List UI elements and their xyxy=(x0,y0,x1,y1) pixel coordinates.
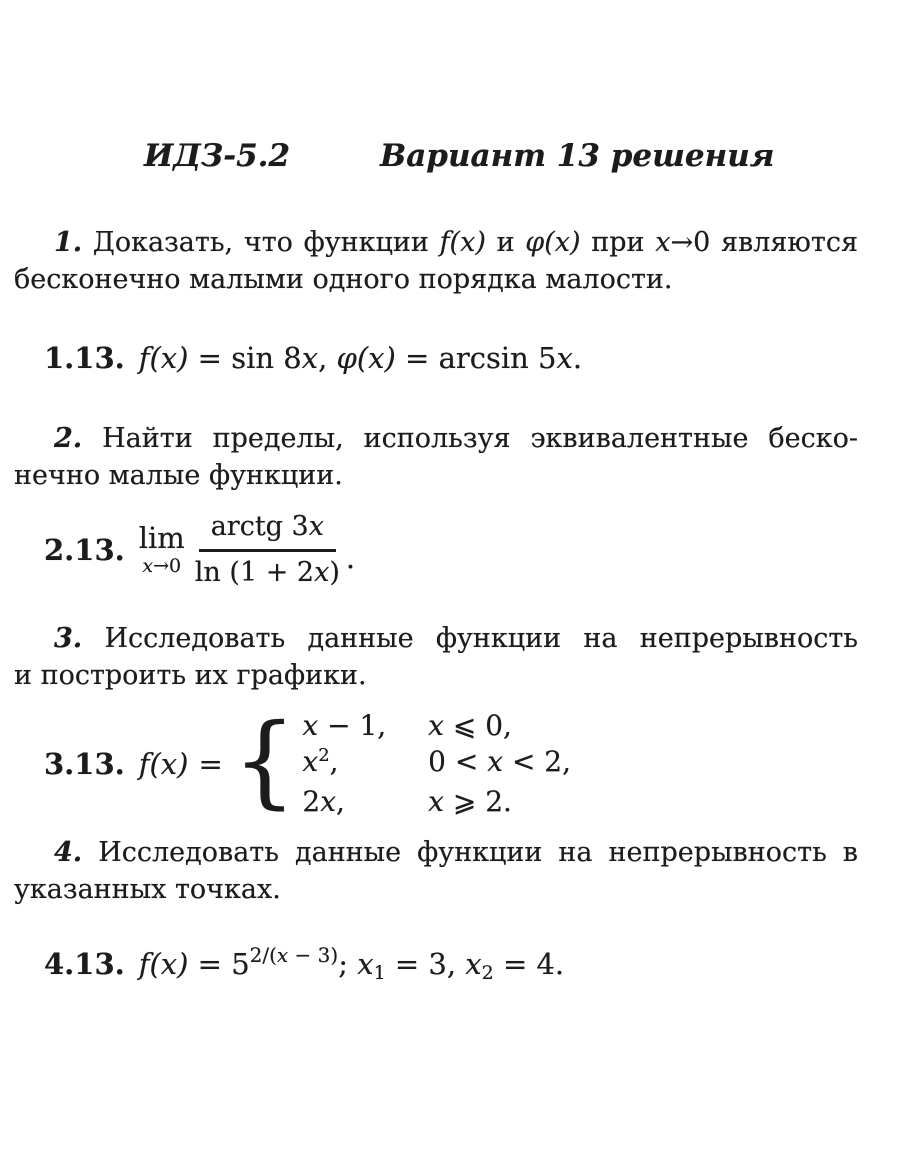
math-x: x xyxy=(302,708,319,742)
problem-2-statement xyxy=(14,420,858,494)
problem-1-text: при xyxy=(580,227,656,258)
item-4-13-formula xyxy=(44,942,858,984)
paren-close: ) xyxy=(329,557,340,588)
problem-2-text: Найти пределы, используя эквивалентные беско- xyxy=(82,423,858,455)
math-zero: 0 xyxy=(693,227,711,258)
math-f-of-x: f(x) xyxy=(138,746,189,781)
item-1-13-number: 1.13. xyxy=(44,341,125,375)
math-zero: 0 xyxy=(169,555,182,577)
math-x: x xyxy=(308,511,324,543)
equals-4: = 4. xyxy=(493,946,565,981)
fraction xyxy=(195,510,340,590)
math-base-5: 5 xyxy=(231,946,250,981)
math-x: x xyxy=(556,341,573,375)
subscript-2: 2 xyxy=(481,961,494,984)
variant-title: Вариант 13 решения xyxy=(380,138,775,174)
assignment-code: ИДЗ-5.2 xyxy=(144,138,291,174)
case-3-condition-rest: ⩾ 2. xyxy=(443,784,512,818)
case-1-expression-rest: − 1, xyxy=(318,708,387,742)
problem-4-line-1 xyxy=(14,834,858,871)
math-x: x xyxy=(465,946,482,981)
exponent-pre: 2/( xyxy=(249,942,277,967)
case-2-expression xyxy=(302,744,386,784)
math-x: x xyxy=(487,744,504,778)
lim-subscript xyxy=(142,557,181,576)
equals-sign: = xyxy=(188,946,232,981)
item-1-13-formula xyxy=(44,340,858,376)
problem-2-number: 2. xyxy=(54,423,83,455)
problem-1-line-2: бесконечно малыми одного порядка малости. xyxy=(14,264,673,295)
item-3-13-formula xyxy=(44,701,858,820)
problem-3-number: 3. xyxy=(54,622,83,654)
math-x: x xyxy=(301,341,319,375)
superscript-2: 2 xyxy=(318,744,330,766)
case-2-condition-pre: 0 < xyxy=(428,744,488,778)
problem-1-number: 1. xyxy=(54,227,83,258)
math-ln: ln (1 + 2 xyxy=(194,557,315,588)
semicolon: ; xyxy=(338,946,358,981)
equals-sign: = xyxy=(395,341,439,375)
document-header xyxy=(144,138,858,174)
problem-3-line-1 xyxy=(14,620,858,657)
case-3-expression-rest: , xyxy=(336,784,345,818)
case-1-condition-rest: ⩽ 0, xyxy=(443,708,512,742)
period: . xyxy=(572,341,583,375)
case-1-condition xyxy=(428,708,571,744)
case-2-expression-rest: , xyxy=(329,744,339,778)
case-3-coefficient: 2 xyxy=(302,784,321,818)
problem-3-text: Исследовать данные функции на непрерывность xyxy=(82,622,858,654)
comma: , xyxy=(318,341,337,375)
arrow-right-icon: → xyxy=(153,555,170,577)
problem-1-line-1 xyxy=(14,224,858,261)
math-x: x xyxy=(320,784,337,818)
math-x: x xyxy=(428,784,444,818)
math-phi-of-x: φ(x) xyxy=(336,341,396,375)
limit-operator xyxy=(138,521,185,577)
problem-3-line-2: и построить их графики. xyxy=(14,659,367,691)
math-x: x xyxy=(357,946,374,981)
period: . xyxy=(345,540,356,575)
lim-word: lim xyxy=(138,521,185,555)
case-3-condition xyxy=(428,784,571,820)
problem-4-text: Исследовать данные функции на непрерывность в xyxy=(82,836,858,868)
equals-sign: = xyxy=(198,746,223,781)
subscript-1: 1 xyxy=(373,961,386,984)
exponent-rest: − 3) xyxy=(288,942,339,967)
item-3-13-number: 3.13. xyxy=(44,746,125,781)
piecewise-cases xyxy=(302,708,571,820)
exponent xyxy=(250,943,339,967)
equals-3: = 3, xyxy=(385,946,466,981)
math-x: x xyxy=(142,555,154,577)
problem-2-line-1 xyxy=(14,420,858,457)
problem-4-number: 4. xyxy=(54,836,83,868)
math-arctg: arctg 3 xyxy=(210,511,309,543)
left-brace: { xyxy=(232,701,297,819)
problem-2-line-2: нечно малые функции. xyxy=(14,460,343,492)
problem-1-text: и xyxy=(485,227,526,258)
problem-1-text: Доказать, что функции xyxy=(82,227,440,258)
case-1-expression xyxy=(302,708,386,744)
item-4-13-number: 4.13. xyxy=(44,946,125,981)
item-2-13-formula xyxy=(44,510,858,590)
math-arcsin: arcsin 5 xyxy=(438,341,557,375)
math-phi-of-x: φ(x) xyxy=(525,227,581,258)
math-sin: sin 8 xyxy=(231,341,302,375)
math-x: x xyxy=(428,708,444,742)
equals-sign: = xyxy=(188,341,232,375)
item-2-13-number: 2.13. xyxy=(44,532,125,567)
case-2-condition xyxy=(428,744,571,784)
problem-1-statement xyxy=(14,224,858,298)
arrow-right-icon: → xyxy=(670,227,694,258)
math-x: x xyxy=(302,744,319,778)
fraction-numerator xyxy=(199,510,336,552)
math-f-of-x: f(x) xyxy=(439,227,486,258)
fraction-denominator xyxy=(195,552,340,590)
case-3-expression xyxy=(302,784,386,820)
math-x: x xyxy=(314,557,330,588)
math-x: x xyxy=(276,942,289,967)
math-x: x xyxy=(655,227,671,258)
problem-4-line-2: указанных точках. xyxy=(14,873,281,905)
math-f-of-x: f(x) xyxy=(138,946,189,981)
problem-4-statement xyxy=(14,834,858,908)
case-2-condition-rest: < 2, xyxy=(503,744,572,778)
problem-3-statement xyxy=(14,620,858,694)
problem-1-text: являются xyxy=(710,227,858,258)
math-f-of-x: f(x) xyxy=(138,341,189,375)
